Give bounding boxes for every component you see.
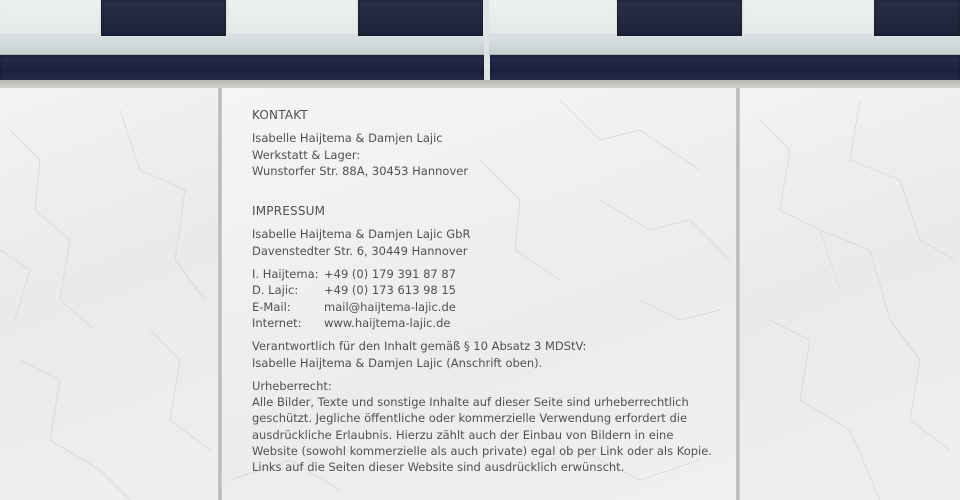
dark-square-tile	[874, 0, 960, 36]
wall-tile	[740, 88, 960, 500]
responsible-persons: Isabelle Haijtema & Damjen Lajic (Anschrift oben).	[252, 355, 543, 370]
contact-label: D. Lajic:	[252, 283, 299, 298]
light-tile	[228, 0, 357, 36]
impressum-heading: IMPRESSUM	[252, 204, 326, 219]
dark-square-tile	[617, 0, 742, 36]
tile-ledge	[489, 36, 960, 55]
phone-haijtema[interactable]: +49 (0) 179 391 87 87	[324, 267, 457, 282]
website-link[interactable]: www.haijtema-lajic.de	[324, 315, 451, 330]
wall-tile	[0, 88, 218, 500]
kontakt-workshop-address: Wunstorfer Str. 88A, 30453 Hannover	[252, 163, 469, 178]
contact-label: E-Mail:	[252, 299, 291, 314]
contact-row-email	[252, 299, 722, 315]
contact-row-lajic	[252, 282, 722, 298]
contact-row-haijtema	[252, 266, 722, 282]
impressum-company-address: Davenstedter Str. 6, 30449 Hannover	[252, 243, 468, 258]
copyright-text: Alle Bilder, Texte und sonstige Inhalte auf dieser Seite sind urheberrechtlich geschützt. Jegliche öffentliche oder kommerzielle Verwendung erfordert die ausdrückliche Erlaubnis. Hierzu zählt auch der Einbau von Bildern in eine Website (sowohl kommerzielle als auch private) egal ob per Link oder als Kopie. Links auf die Seiten dieser Website sind ausdrücklich erwünscht.	[252, 395, 712, 475]
imprint-content	[252, 107, 722, 476]
contact-label: I. Haijtema:	[252, 267, 319, 282]
contact-row-internet	[252, 315, 722, 331]
kontakt-workshop-label: Werkstatt & Lager:	[252, 147, 361, 162]
dark-strip-tile	[490, 55, 960, 80]
dark-square-tile	[358, 0, 483, 36]
grout-line	[0, 80, 960, 88]
light-tile	[0, 0, 100, 36]
email-link[interactable]: mail@haijtema-lajic.de	[324, 299, 456, 314]
kontakt-name: Isabelle Haijtema & Damjen Lajic	[252, 131, 443, 146]
dark-strip-tile	[0, 55, 484, 80]
contact-label: Internet:	[252, 315, 302, 330]
copyright-title: Urheberrecht:	[252, 378, 332, 393]
light-tile	[489, 0, 616, 36]
impressum-company-name: Isabelle Haijtema & Damjen Lajic GbR	[252, 227, 471, 242]
tile-ledge	[0, 36, 484, 55]
light-tile	[744, 0, 874, 36]
responsible-statement: Verantwortlich für den Inhalt gemäß § 10 Absatz 3 MDStV:	[252, 339, 587, 354]
kontakt-heading: KONTAKT	[252, 108, 308, 122]
phone-lajic[interactable]: +49 (0) 173 613 98 15	[324, 283, 457, 298]
dark-square-tile	[101, 0, 226, 36]
